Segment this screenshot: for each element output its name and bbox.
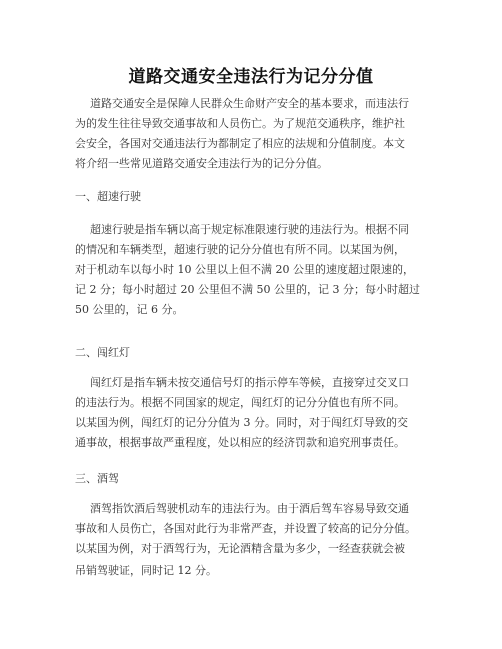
text-line: 一、超速行驶	[75, 190, 141, 203]
text-line: 的违法行为。根据不同国家的规定，闯红灯的记分分值也有所不同。	[75, 396, 405, 409]
text-line: 的情况和车辆类型，超速行驶的记分分值也有所不同。以某国为例，	[75, 243, 405, 256]
text-line: 将介绍一些常见道路交通安全违法行为的记分分值。	[75, 157, 328, 170]
text-line: 吊销驾驶证，同时记 12 分。	[75, 564, 217, 577]
text-line: 通事故，根据事故严重程度，处以相应的经济罚款和追究刑事责任。	[75, 436, 405, 449]
text-line: 三、酒驾	[75, 472, 119, 485]
text-line: 对于机动车以每小时 10 公里以上但不满 20 公里的速度超过限速的，	[75, 263, 414, 276]
text-line: 记 2 分；每小时超过 20 公里但不满 50 公里的，记 3 分；每小时超过	[75, 283, 420, 296]
text-line: 会安全，各国对交通违法行为都制定了相应的法规和分值制度。本文	[75, 137, 405, 150]
text-line: 为的发生往往导致交通事故和人员伤亡。为了规范交通秩序，维护社	[75, 117, 405, 130]
text-line: 道路交通安全是保障人民群众生命财产安全的基本要求，而违法行	[90, 97, 409, 110]
text-line: 50 公里的，记 6 分。	[75, 303, 184, 316]
text-line: 超速行驶是指车辆以高于规定标准限速行驶的违法行为。根据不同	[90, 223, 409, 236]
text-line: 闯红灯是指车辆未按交通信号灯的指示停车等候，直接穿过交叉口	[90, 376, 409, 389]
text-line: 事故和人员伤亡，各国对此行为非常严查，并设置了较高的记分分值。	[75, 522, 416, 535]
document-title: 道路交通安全违法行为记分分值	[128, 67, 374, 87]
text-line: 酒驾指饮酒后驾驶机动车的违法行为。由于酒后驾车容易导致交通	[90, 502, 409, 515]
text-line: 以某国为例，对于酒驾行为，无论酒精含量为多少，一经查获就会被	[75, 542, 405, 555]
text-line: 以某国为例，闯红灯的记分分值为 3 分。同时，对于闯红灯导致的交	[75, 416, 408, 429]
text-line: 二、闯红灯	[75, 346, 130, 359]
